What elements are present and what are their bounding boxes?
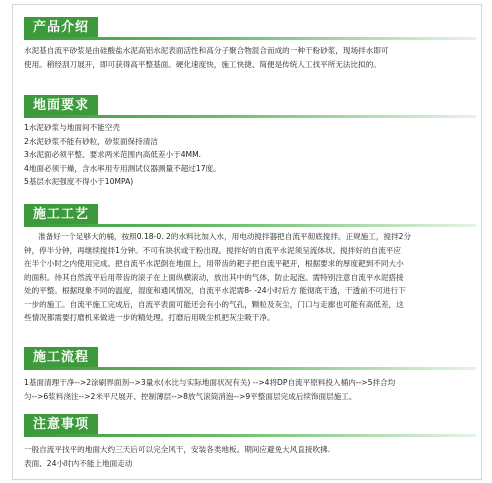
text-line: 5基层水泥强度不得小于10MPA) <box>24 177 134 186</box>
text-line: 3水泥面必须平整、要求两米范围内高低差小于4MM. <box>24 150 202 159</box>
text-line: 在半个小时之内使用完成。把自流平水泥倒在地面上，用带齿的耙子把自流平耙开，根据要求的厚度耙到不同大小 <box>24 259 404 268</box>
text-line: 4地面必须干燥，含水率用专用测试仪器测量不超过17度。 <box>24 163 221 173</box>
text-line: 水泥基自流平砂浆是由硅酸盐水泥高铝水泥表面活性和高分子聚合物混合而成的一种干粉砂浆，现场拌水即可 <box>24 46 389 55</box>
section-flow <box>24 346 476 403</box>
divider <box>24 224 476 227</box>
text-line: 表面、24小时内不能上地面走动 <box>24 458 133 468</box>
text-line: 钟，停半分钟，再继续搅拌1分钟。不可有块状或干粉出现。搅拌好的自流平水泥须呈流体状。搅拌好的自流平应 <box>24 245 401 255</box>
section-intro <box>24 16 476 71</box>
section-title: 产品介绍 <box>24 17 98 39</box>
section-header <box>24 16 476 40</box>
text-line: 2水泥砂浆不能有砂粒，砂浆面保持清洁 <box>24 136 158 146</box>
section-title: 施工流程 <box>24 347 98 369</box>
section-header <box>24 346 476 370</box>
divider <box>24 367 476 370</box>
section-title: 地面要求 <box>24 95 98 117</box>
text-line: 准备好一个足够大的桶，按照0.18-0. 2的水料比加入水，用电动搅拌器把自流平彻底搅拌。正规施工，搅拌2分 <box>38 232 412 241</box>
section-title: 施工工艺 <box>24 204 98 226</box>
text-line: 1水泥砂浆与地面间不能空壳 <box>24 123 120 132</box>
text-line: 匀-->6浆料浇注-->2米平尺展开、控制薄层-->8放气滚筒消泡-->9平整面层完成后续饰面层施工。 <box>24 391 357 401</box>
section-header <box>24 203 476 227</box>
text-line: 使用。稍经刮刀展开，即可获得高平整基面。硬化速度快，施工快捷、简便是传统人工找平所无法比拟的。 <box>24 59 381 69</box>
text-line: 处的平整。根据现象不同的温度，湿度和通风情况，自流平水泥需8- -24小时后方 能彻底干透，干透前不可进行下 <box>24 286 406 295</box>
divider <box>24 37 476 40</box>
section-header <box>24 94 476 118</box>
text-line: 些情况都需要打磨机来做进一步的精处理。打磨后用吸尘机把灰尘吸干净。 <box>24 313 275 322</box>
divider <box>24 434 476 437</box>
section-header <box>24 413 476 437</box>
text-line: 的面积。待其自然流平后用带齿的滚子在上面纵横滚动，放出其中的气体，防止起泡。需特别注意自流平水泥搭接 <box>24 272 404 282</box>
text-line: 1基面清理干净-->2涂刷界面剂-->3量水(水比与实际地面状况有关) -->4将DP自流平原料投入桶内-->5拌合均 <box>24 378 396 387</box>
section-craft <box>24 203 476 325</box>
section-ground <box>24 94 476 189</box>
section-notes <box>24 413 476 470</box>
text-line: 一般自流平找平的地面大约三天后可以完全风干，安装各类地板。期间应避免大风直接吹拂. <box>24 445 331 454</box>
section-title: 注意事项 <box>24 414 98 436</box>
divider <box>24 115 476 118</box>
text-line: 一步的施工。自流平施工完成后，自流平表面可能还会有小的气孔，颗粒及灰尘，门口与走廊也可能有高低差，这 <box>24 299 404 309</box>
